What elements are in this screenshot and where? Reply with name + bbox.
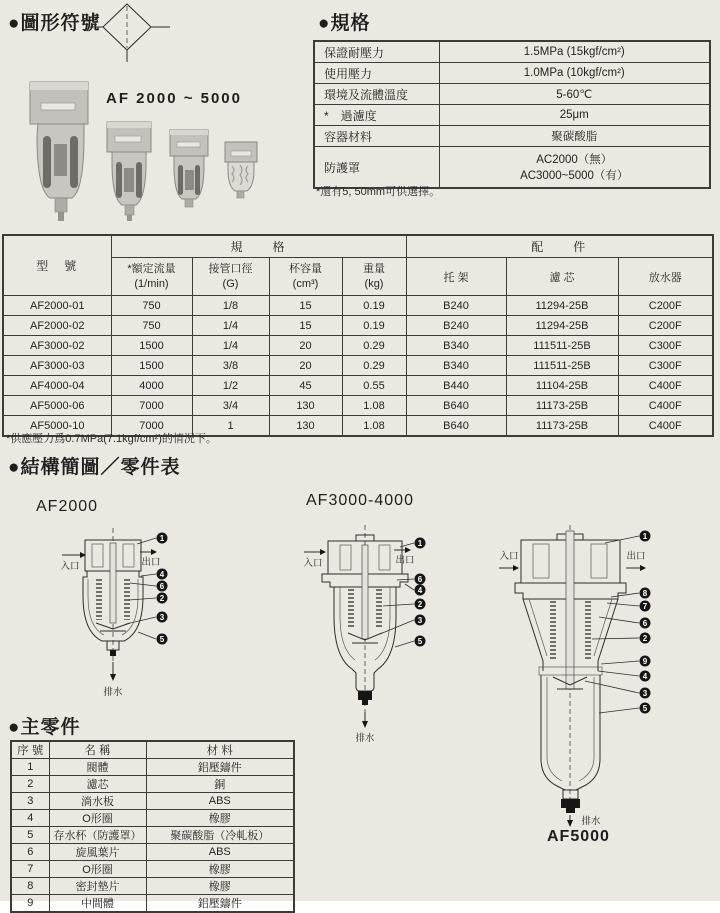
- outlet-label: 出口: [141, 557, 161, 568]
- cell: 1.08: [342, 396, 406, 416]
- photo-af1000: [225, 142, 257, 198]
- svg-text:8: 8: [642, 589, 648, 598]
- photo-af2000-large: [30, 82, 88, 221]
- photo-af4000: [170, 130, 208, 207]
- cell: 1.08: [342, 416, 406, 437]
- table-row: [11, 827, 294, 844]
- header-cell: 配 件: [406, 235, 713, 258]
- header-cell: 接管口徑 (G): [192, 258, 269, 296]
- series-label: AF 2000 ~ 5000: [106, 90, 242, 107]
- cell: 5-60℃: [439, 84, 710, 105]
- model-table-note: *供應壓力爲0.7MPa(7.1kgf/cm²)的情況下。: [6, 433, 217, 445]
- cell: 0.29: [342, 336, 406, 356]
- drain-label: 排水: [355, 733, 375, 744]
- cell: 750: [111, 316, 192, 336]
- cell: * 過濾度: [314, 105, 439, 126]
- spec-section-title: ●規格: [318, 13, 371, 34]
- cell: 11173-25B: [506, 416, 618, 437]
- table-row: [11, 793, 294, 810]
- svg-text:3: 3: [159, 613, 165, 622]
- cell: 25μm: [439, 105, 710, 126]
- cell: 旋風葉片: [49, 844, 146, 861]
- cell: 橡膠: [146, 810, 294, 827]
- cell: 0.19: [342, 316, 406, 336]
- model-table: [2, 234, 714, 437]
- svg-text:2: 2: [642, 634, 648, 643]
- header-cell: 重量 (kg): [342, 258, 406, 296]
- spec-note: *還有5, 50mm可供選擇。: [316, 186, 441, 198]
- cell: B440: [406, 376, 506, 396]
- diagram-af2000: [40, 524, 180, 706]
- cell: 20: [269, 336, 342, 356]
- table-row: [3, 356, 713, 376]
- cell: 5: [11, 827, 49, 844]
- table-row: [11, 861, 294, 878]
- parts-table: [10, 740, 295, 913]
- cell: 11104-25B: [506, 376, 618, 396]
- cell: 環境及流體溫度: [314, 84, 439, 105]
- svg-text:9: 9: [642, 657, 648, 666]
- table-row: [3, 316, 713, 336]
- cell: 容器材料: [314, 126, 439, 147]
- svg-text:5: 5: [159, 635, 165, 644]
- header-cell: 杯容量 (cm³): [269, 258, 342, 296]
- svg-text:5: 5: [417, 637, 423, 646]
- cell: C400F: [618, 416, 713, 437]
- cell: 8: [11, 878, 49, 895]
- cell: 11294-25B: [506, 296, 618, 316]
- svg-text:1: 1: [159, 534, 165, 543]
- cell: ABS: [146, 793, 294, 810]
- svg-text:2: 2: [417, 600, 423, 609]
- cell: 聚碳酸脂: [439, 126, 710, 147]
- symbol-section-title: ●圖形符號: [8, 13, 101, 34]
- header-cell: 濾 芯: [506, 258, 618, 296]
- structure-section-title: ●結構簡圖／零件表: [8, 457, 181, 478]
- cell: 1500: [111, 336, 192, 356]
- table-row: [11, 759, 294, 776]
- cell: 1/4: [192, 336, 269, 356]
- svg-text:5: 5: [642, 704, 648, 713]
- table-row: [11, 878, 294, 895]
- header-cell: 規 格: [111, 235, 406, 258]
- cell: 130: [269, 416, 342, 437]
- cell: 3/8: [192, 356, 269, 376]
- cell: AF2000-02: [3, 316, 111, 336]
- cell: 鋁壓鑄件: [146, 895, 294, 913]
- cell: C300F: [618, 336, 713, 356]
- outlet-label: 出口: [395, 555, 415, 566]
- drain-label: 排水: [581, 816, 601, 827]
- cell: 濾芯: [49, 776, 146, 793]
- spec-table: [313, 40, 711, 189]
- cell: 3: [11, 793, 49, 810]
- diagram-label-af3000-4000: AF3000-4000: [306, 492, 414, 509]
- cell: AF4000-04: [3, 376, 111, 396]
- cell: 閥體: [49, 759, 146, 776]
- cell: C200F: [618, 316, 713, 336]
- cell: 防護罩: [314, 147, 439, 189]
- cell: 1500: [111, 356, 192, 376]
- cell: 1.0MPa (10kgf/cm²): [439, 63, 710, 84]
- inlet-label: 入口: [499, 551, 519, 562]
- cell: 4000: [111, 376, 192, 396]
- header-cell: *額定流量 (1/min): [111, 258, 192, 296]
- svg-text:1: 1: [417, 539, 423, 548]
- callouts: [380, 538, 426, 648]
- table-row: [3, 396, 713, 416]
- cell: 1: [192, 416, 269, 437]
- inlet-label: 入口: [60, 561, 80, 572]
- cell: O形圈: [49, 861, 146, 878]
- cell: C400F: [618, 376, 713, 396]
- cell: C300F: [618, 356, 713, 376]
- cell: 111511-25B: [506, 336, 618, 356]
- cell: 0.29: [342, 356, 406, 376]
- diagram-label-af2000: AF2000: [36, 498, 99, 515]
- cell: 1.5MPa (15kgf/cm²): [439, 41, 710, 63]
- photo-af3000: [107, 122, 151, 221]
- header-cell: 材 料: [146, 741, 294, 759]
- header-cell: 型 號: [3, 235, 111, 296]
- svg-text:2: 2: [159, 594, 165, 603]
- cell: 130: [269, 396, 342, 416]
- cell: 橡膠: [146, 861, 294, 878]
- table-row: [11, 810, 294, 827]
- cell: 聚碳酸脂（冷軋板）: [146, 827, 294, 844]
- cell: C400F: [618, 396, 713, 416]
- cell: 11173-25B: [506, 396, 618, 416]
- table-row: [11, 844, 294, 861]
- diagram-label-af5000: AF5000: [547, 828, 610, 845]
- cell: 6: [11, 844, 49, 861]
- cell: O形圈: [49, 810, 146, 827]
- cell: 3/4: [192, 396, 269, 416]
- cell: B640: [406, 396, 506, 416]
- cell: AF5000-10: [3, 416, 111, 437]
- table-row: [11, 776, 294, 793]
- svg-text:4: 4: [159, 570, 165, 579]
- cell: AF5000-06: [3, 396, 111, 416]
- header-cell: 放水器: [618, 258, 713, 296]
- cell: 0.19: [342, 296, 406, 316]
- inlet-label: 入口: [303, 558, 323, 569]
- cell: 45: [269, 376, 342, 396]
- cell: 111511-25B: [506, 356, 618, 376]
- cell: 750: [111, 296, 192, 316]
- header-cell: 名 稱: [49, 741, 146, 759]
- cell: 1/4: [192, 316, 269, 336]
- svg-text:4: 4: [417, 586, 423, 595]
- cell: 15: [269, 316, 342, 336]
- cell: B240: [406, 316, 506, 336]
- svg-text:3: 3: [417, 616, 423, 625]
- cell: B340: [406, 356, 506, 376]
- cell: 密封墊片: [49, 878, 146, 895]
- cell: 0.55: [342, 376, 406, 396]
- parts-section-title: ●主零件: [8, 717, 81, 738]
- svg-text:6: 6: [417, 575, 423, 584]
- cell: 使用壓力: [314, 63, 439, 84]
- cell: 1/2: [192, 376, 269, 396]
- cell: 2: [11, 776, 49, 793]
- cell: 20: [269, 356, 342, 376]
- svg-text:4: 4: [642, 672, 648, 681]
- callouts: [126, 533, 168, 645]
- table-row: [3, 376, 713, 396]
- svg-text:6: 6: [159, 582, 165, 591]
- cell: 橡膠: [146, 878, 294, 895]
- cell: 銅: [146, 776, 294, 793]
- header-cell: 托 架: [406, 258, 506, 296]
- cell: 15: [269, 296, 342, 316]
- cell: 1: [11, 759, 49, 776]
- cell: AF3000-02: [3, 336, 111, 356]
- cell: 淌水板: [49, 793, 146, 810]
- diagram-af3000-4000: [300, 521, 480, 755]
- cell: 7000: [111, 416, 192, 437]
- cell: 存水杯（防護罩）: [49, 827, 146, 844]
- svg-text:7: 7: [642, 602, 648, 611]
- svg-text:1: 1: [642, 532, 648, 541]
- table-row: [11, 895, 294, 913]
- cell: ABS: [146, 844, 294, 861]
- cell: AC2000（無） AC3000~5000（有）: [439, 147, 710, 189]
- cell: 4: [11, 810, 49, 827]
- table-row: [3, 336, 713, 356]
- cell: 11294-25B: [506, 316, 618, 336]
- svg-text:3: 3: [642, 689, 648, 698]
- cell: 7000: [111, 396, 192, 416]
- cell: B640: [406, 416, 506, 437]
- outlet-label: 出口: [626, 551, 646, 562]
- cell: B240: [406, 296, 506, 316]
- cell: 中間體: [49, 895, 146, 913]
- cell: 7: [11, 861, 49, 878]
- table-row: [3, 296, 713, 316]
- diagram-af5000: [495, 521, 710, 829]
- header-cell: 序 號: [11, 741, 49, 759]
- cell: AF2000-01: [3, 296, 111, 316]
- cell: 保證耐壓力: [314, 41, 439, 63]
- cell: AF3000-03: [3, 356, 111, 376]
- drain-label: 排水: [103, 687, 123, 698]
- filter-symbol-icon: [88, 0, 178, 64]
- cell: 1/8: [192, 296, 269, 316]
- cell: C200F: [618, 296, 713, 316]
- cell: B340: [406, 336, 506, 356]
- cell: 鋁壓鑄件: [146, 759, 294, 776]
- cell: 9: [11, 895, 49, 913]
- product-photos: [22, 78, 267, 226]
- svg-text:6: 6: [642, 619, 648, 628]
